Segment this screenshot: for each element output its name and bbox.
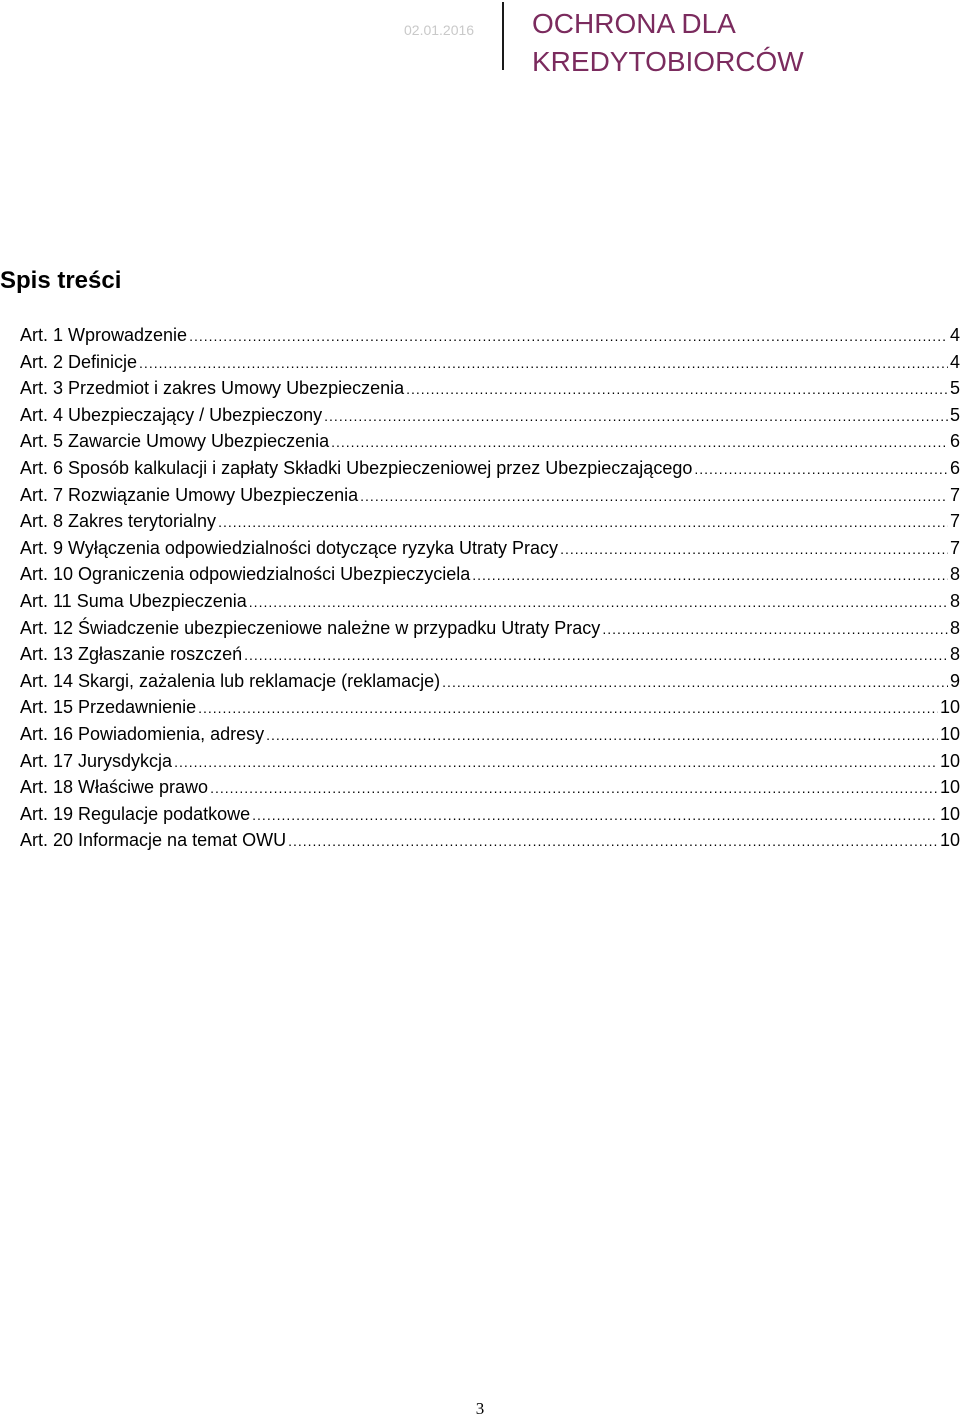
toc-leader-dots — [324, 403, 948, 429]
toc-leader-dots — [288, 828, 938, 854]
toc-entry[interactable] — [20, 402, 960, 429]
toc-entry[interactable] — [20, 482, 960, 509]
toc-leader-dots — [210, 775, 938, 801]
toc-leader-dots — [360, 483, 948, 509]
toc-entry-title[interactable]: Art. 17 Jurysdykcja — [20, 750, 173, 771]
toc-leader-dots — [266, 722, 938, 748]
toc-entry[interactable] — [20, 801, 960, 828]
toc-entry[interactable] — [20, 615, 960, 642]
toc-entry-page[interactable]: 9 — [949, 670, 960, 691]
toc-entry-title[interactable]: Art. 13 Zgłaszanie roszczeń — [20, 644, 243, 665]
toc-entry[interactable] — [20, 428, 960, 455]
toc-leader-dots — [406, 376, 948, 402]
toc-entry-page[interactable]: 8 — [949, 590, 960, 611]
toc-entry-page[interactable]: 6 — [949, 457, 960, 478]
toc-entry-title[interactable]: Art. 16 Powiadomienia, adresy — [20, 723, 265, 744]
header-divider — [502, 2, 504, 70]
toc-entry-title[interactable]: Art. 1 Wprowadzenie — [20, 325, 188, 345]
toc-entry-title[interactable]: Art. 8 Zakres terytorialny — [20, 511, 217, 532]
toc-entry-page[interactable]: 5 — [949, 404, 960, 425]
toc-leader-dots — [174, 749, 938, 775]
toc-entry[interactable] — [20, 668, 960, 695]
document-title-line-2: KREDYTOBIORCÓW — [532, 46, 804, 77]
toc-entry[interactable] — [20, 827, 960, 854]
toc-entry-title[interactable]: Art. 3 Przedmiot i zakres Umowy Ubezpieczenia — [20, 378, 405, 399]
toc-leader-dots — [218, 509, 948, 535]
document-title — [532, 5, 952, 81]
toc-entry-title[interactable]: Art. 14 Skargi, zażalenia lub reklamacje (reklamacje) — [20, 670, 441, 691]
toc-entry-title[interactable]: Art. 11 Suma Ubezpieczenia — [20, 590, 247, 611]
toc-leader-dots — [249, 589, 948, 615]
toc-entry[interactable] — [20, 349, 960, 376]
toc-entry-title[interactable]: Art. 5 Zawarcie Umowy Ubezpieczenia — [20, 431, 330, 452]
toc-entry-page[interactable]: 8 — [949, 617, 960, 638]
toc-entry[interactable] — [20, 508, 960, 535]
toc-entry-title[interactable]: Art. 6 Sposób kalkulacji i zapłaty Składki Ubezpieczeniowej przez Ubezpieczającego — [20, 457, 693, 478]
toc-entry-page[interactable]: 4 — [949, 325, 960, 345]
toc-entry-page[interactable]: 10 — [939, 750, 960, 771]
table-of-contents — [20, 322, 960, 854]
toc-leader-dots — [442, 669, 948, 695]
toc-entry-page[interactable]: 7 — [949, 511, 960, 532]
toc-leader-dots — [189, 323, 948, 349]
toc-entry-title[interactable]: Art. 2 Definicje — [20, 351, 138, 372]
toc-leader-dots — [694, 456, 948, 482]
header-date: 02.01.2016 — [404, 22, 475, 38]
toc-entry[interactable] — [20, 535, 960, 562]
toc-entry-title[interactable]: Art. 9 Wyłączenia odpowiedzialności dotyczące ryzyka Utraty Pracy — [20, 537, 559, 558]
toc-entry[interactable] — [20, 774, 960, 801]
toc-entry[interactable] — [20, 561, 960, 588]
toc-entry[interactable] — [20, 375, 960, 402]
toc-entry-title[interactable]: Art. 12 Świadczenie ubezpieczeniowe należne w przypadku Utraty Pracy — [20, 617, 601, 638]
toc-entry-title[interactable]: Art. 10 Ograniczenia odpowiedzialności Ubezpieczyciela — [20, 564, 471, 585]
toc-entry-page[interactable]: 10 — [939, 777, 960, 798]
toc-leader-dots — [252, 802, 938, 828]
toc-entry-title[interactable]: Art. 4 Ubezpieczający / Ubezpieczony — [20, 404, 323, 425]
toc-leader-dots — [560, 536, 948, 562]
toc-leader-dots — [602, 616, 948, 642]
toc-entry-page[interactable]: 5 — [949, 378, 960, 399]
toc-entry-page[interactable]: 4 — [949, 351, 960, 372]
toc-heading: Spis treści — [0, 267, 122, 294]
toc-entry-title[interactable]: Art. 7 Rozwiązanie Umowy Ubezpieczenia — [20, 484, 359, 505]
toc-entry-page[interactable]: 7 — [949, 484, 960, 505]
toc-entry[interactable] — [20, 455, 960, 482]
toc-entry-page[interactable]: 10 — [939, 697, 960, 718]
toc-entry[interactable] — [20, 721, 960, 748]
toc-leader-dots — [472, 562, 948, 588]
toc-entry-title[interactable]: Art. 20 Informacje na temat OWU — [20, 830, 287, 851]
page-number: 3 — [475, 1399, 485, 1418]
toc-entry-page[interactable]: 10 — [939, 830, 960, 851]
toc-entry[interactable] — [20, 748, 960, 775]
toc-entry[interactable] — [20, 641, 960, 668]
toc-entry-title[interactable]: Art. 15 Przedawnienie — [20, 697, 197, 718]
toc-entry-page[interactable]: 6 — [949, 431, 960, 452]
document-title-line-1: OCHRONA DLA — [532, 8, 736, 39]
toc-entry-page[interactable]: 8 — [949, 564, 960, 585]
toc-entry-page[interactable]: 10 — [939, 723, 960, 744]
toc-entry-title[interactable]: Art. 19 Regulacje podatkowe — [20, 803, 251, 824]
toc-leader-dots — [331, 429, 948, 455]
toc-entry[interactable] — [20, 322, 960, 349]
toc-entry-title[interactable]: Art. 18 Właściwe prawo — [20, 777, 209, 798]
toc-leader-dots — [198, 695, 938, 721]
toc-leader-dots — [139, 350, 948, 376]
toc-leader-dots — [244, 642, 948, 668]
toc-entry-page[interactable]: 8 — [949, 644, 960, 665]
toc-entry[interactable] — [20, 694, 960, 721]
toc-entry-page[interactable]: 10 — [939, 803, 960, 824]
toc-entry[interactable] — [20, 588, 960, 615]
toc-entry-page[interactable]: 7 — [949, 537, 960, 558]
